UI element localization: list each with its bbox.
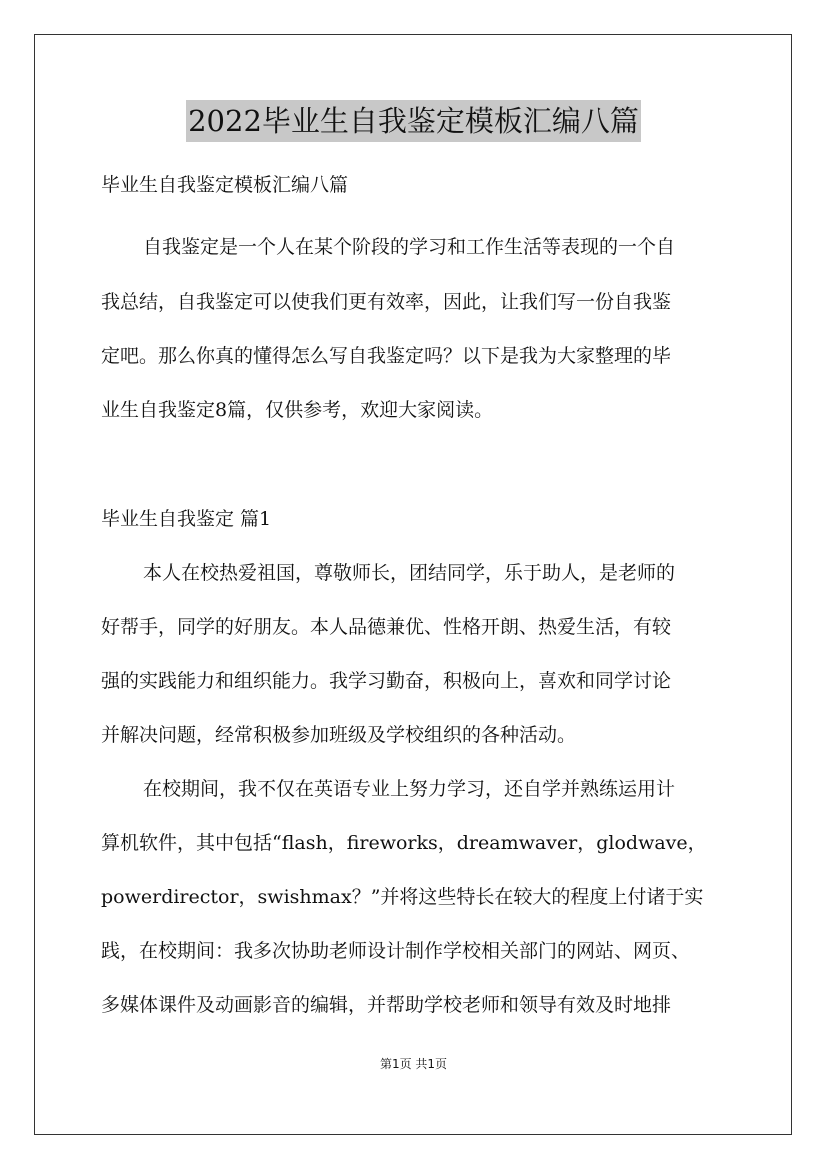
paragraph-line: powerdirector，swishmax？”并将这些特长在较大的程度上付诸于实	[101, 886, 704, 908]
paragraph-line: 定吧。那么你真的懂得怎么写自我鉴定吗？以下是我为大家整理的毕	[101, 345, 672, 367]
paragraph-line: 好帮手，同学的好朋友。本人品德兼优、性格开朗、热爱生活，有较	[101, 616, 672, 638]
paragraph-line: 在校期间，我不仅在英语专业上努力学习，还自学并熟练运用计	[143, 778, 676, 800]
paragraph-line: 践，在校期间：我多次协助老师设计制作学校相关部门的网站、网页、	[101, 940, 691, 962]
page-footer: 第1页 共1页	[379, 1057, 448, 1071]
paragraph-line: 自我鉴定是一个人在某个阶段的学习和工作生活等表现的一个自	[143, 236, 676, 258]
paragraph-line: 我总结，自我鉴定可以使我们更有效率，因此，让我们写一份自我鉴	[101, 291, 672, 313]
paragraph-line: 本人在校热爱祖国，尊敬师长，团结同学，乐于助人，是老师的	[143, 562, 676, 584]
paragraph-line: 多媒体课件及动画影音的编辑，并帮助学校老师和领导有效及时地排	[101, 994, 672, 1016]
paragraph-line: 并解决问题，经常积极参加班级及学校组织的各种活动。	[101, 724, 577, 746]
section-heading: 毕业生自我鉴定 篇1	[101, 508, 272, 530]
paragraph-line: 业生自我鉴定8篇，仅供参考，欢迎大家阅读。	[101, 399, 494, 421]
section-heading: 毕业生自我鉴定模板汇编八篇	[101, 174, 349, 196]
document-title: 2022毕业生自我鉴定模板汇编八篇	[186, 100, 641, 142]
paragraph-line: 强的实践能力和组织能力。我学习勤奋，积极向上，喜欢和同学讨论	[101, 670, 672, 692]
paragraph-line: 算机软件，其中包括“flash，fireworks，dreamwaver，glodwave，	[101, 832, 707, 854]
title-container	[0, 100, 827, 142]
